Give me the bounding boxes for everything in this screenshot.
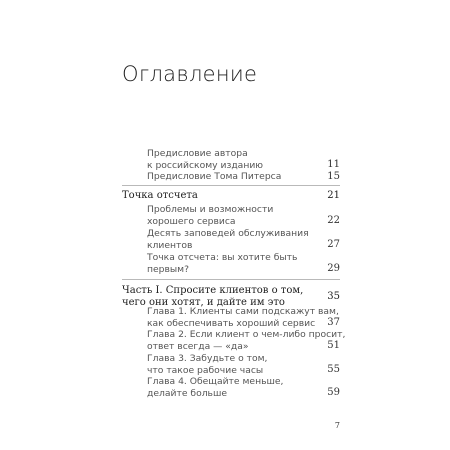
toc-entry-label: Часть I. Спросите клиентов о том, чего они хотят, и дайте им это (122, 285, 304, 308)
toc-entry-label: Точка отсчета: вы хотите быть первым? (147, 252, 298, 275)
toc-entry-page: 29 (327, 263, 340, 274)
toc-entry-page: 22 (327, 215, 340, 226)
toc-entry-page: 51 (327, 340, 340, 351)
toc-entry-page: 21 (327, 190, 340, 201)
toc-entry-label: Глава 3. Забудьте о том, что такое рабочие часы (147, 353, 268, 376)
toc-entry-label: Глава 2. Если клиент о чем-либо просит, ответ всегда — «да» (147, 329, 346, 352)
toc-entry-page: 15 (327, 171, 340, 182)
toc-entry-page: 11 (327, 159, 340, 170)
toc-entry-label: Предисловие Тома Питерса (147, 171, 282, 182)
toc-entry-page: 59 (327, 387, 340, 398)
toc-entry-label: Предисловие автора к российскому изданию (147, 148, 264, 171)
toc-entry-label: Глава 4. Обещайте меньше, делайте больше (147, 376, 284, 399)
toc-entry-label: Проблемы и возможности хорошего сервиса (147, 204, 274, 227)
toc-entry-page: 35 (327, 291, 340, 302)
toc-entry-label: Глава 1. Клиенты сами подскажут вам, как обеспечивать хороший сервис (147, 306, 339, 329)
section-divider (122, 185, 340, 186)
page-number: 7 (334, 421, 340, 430)
toc-entry-page: 27 (327, 239, 340, 250)
toc-entry-page: 55 (327, 364, 340, 375)
toc-entry-label: Точка отсчета (122, 190, 198, 201)
toc-entry-page: 37 (327, 317, 340, 328)
section-divider (122, 279, 340, 280)
toc-entry-label: Десять заповедей обслуживания клиентов (147, 228, 309, 251)
page-title: Оглавление (122, 62, 258, 86)
